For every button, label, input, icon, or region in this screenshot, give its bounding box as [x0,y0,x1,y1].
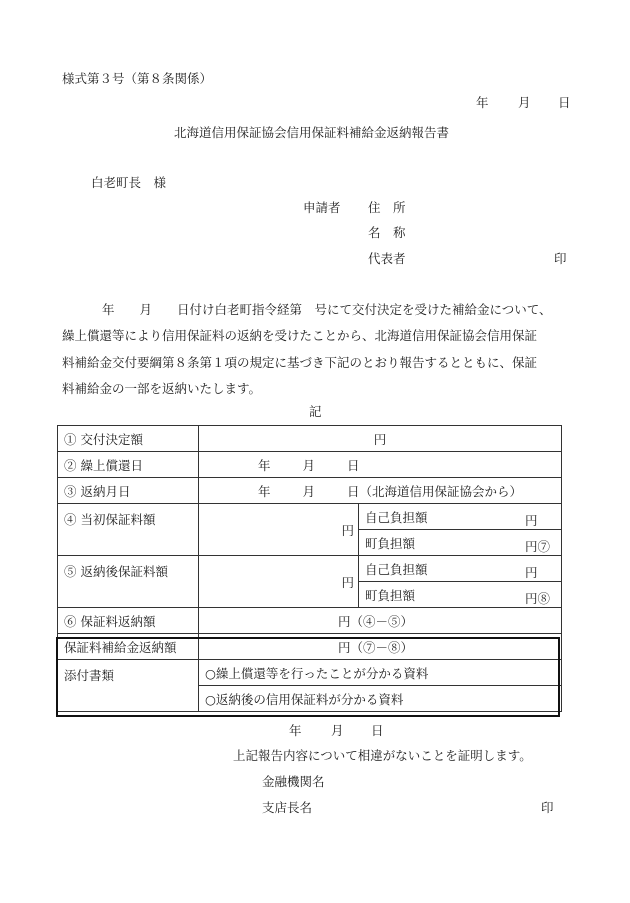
refund-date-field[interactable] [199,478,562,504]
month-unit: 月 [302,457,316,473]
applicant-name-label: 名 称 [368,225,406,240]
branch-manager-label: 支店長名 [262,800,313,815]
subsidy-refund-amount-field[interactable] [199,634,562,660]
yen-formula: 円（④－⑤） [338,613,414,629]
footer-date-day: 日 [371,723,384,738]
footer-date-month: 月 [331,723,344,738]
initial-town-burden-field[interactable] [359,530,562,556]
self-burden-label: 自己負担額 [365,561,428,577]
footer-date-year: 年 [289,723,302,738]
table-row [58,556,562,582]
certification-text: 上記報告内容について相違がないことを証明します。 [233,748,532,763]
addressee: 白老町長 様 [91,175,167,190]
row-label: ⑤ 返納後保証料額 [58,556,199,608]
row-label: ⑥ 保証料返納額 [58,608,199,634]
applicant-address-label: 住 所 [368,200,406,215]
yen-unit: 円 [373,431,387,447]
header-date-month: 月 [518,95,531,110]
applicant-label: 申請者 [303,200,341,215]
body-line-3: 料補給金交付要綱第８条第１項の規定に基づき下記のとおり報告するとともに、保証 [62,355,538,370]
ki-heading: 記 [309,404,322,419]
row-label: ② 繰上償還日 [58,452,199,478]
grant-amount-field[interactable] [199,426,562,452]
initial-fee-field[interactable] [199,504,359,556]
footer-seal: 印 [541,800,554,815]
table-row [58,660,562,686]
applicant-seal: 印 [554,251,567,266]
year-unit: 年 [258,457,271,473]
applicant-representative-label: 代表者 [368,251,406,266]
form-number: 様式第３号（第８条関係） [62,71,213,86]
row-label: 保証料補給金返納額 [58,634,199,660]
post-self-burden-field[interactable] [359,556,562,582]
row-label: ④ 当初保証料額 [58,504,199,556]
header-date-day: 日 [558,95,571,110]
row-label: ③ 返納月日 [58,478,199,504]
attachment-item: ○返納後の信用保証料が分かる資料 [199,686,562,712]
yen-unit-7: 円⑦ [525,539,551,554]
body-line-4: 料補給金の一部を返納いたします。 [62,381,262,396]
header-date-year: 年 [476,95,489,110]
institution-label: 金融機関名 [262,774,325,789]
month-unit: 月 [302,483,316,499]
refund-source-note: （北海道信用保証協会から） [359,483,523,499]
table-row [58,426,562,452]
yen-unit: 円 [341,522,354,538]
year-unit: 年 [258,483,271,499]
row-label: 添付書類 [58,660,199,712]
town-burden-label: 町負担額 [365,535,416,551]
yen-unit: 円 [341,574,354,590]
yen-formula: 円（⑦－⑧） [338,639,414,655]
table-row [58,504,562,530]
report-table [57,425,562,712]
table-row [58,452,562,478]
row-label: ① 交付決定額 [58,426,199,452]
table-row [58,478,562,504]
initial-self-burden-field[interactable] [359,504,562,530]
yen-unit-8: 円⑧ [525,591,551,606]
body-line-2: 繰上償還等により信用保証料の返納を受けたことから、北海道信用保証協会信用保証 [62,328,538,343]
table-row [58,608,562,634]
body-line-1: 年 月 日付け白老町指令経第 号にて交付決定を受けた補給金について、 [102,302,552,317]
day-unit: 日 [347,457,360,473]
yen-unit: 円 [525,513,538,528]
fee-refund-amount-field[interactable] [199,608,562,634]
post-refund-fee-field[interactable] [199,556,359,608]
document-title: 北海道信用保証協会信用保証料補給金返納報告書 [174,125,450,140]
day-unit: 日 [347,483,360,499]
early-repayment-date-field[interactable] [199,452,562,478]
yen-unit: 円 [525,565,538,580]
self-burden-label: 自己負担額 [365,509,428,525]
attachment-item: ○繰上償還等を行ったことが分かる資料 [199,660,562,686]
town-burden-label: 町負担額 [365,587,416,603]
table-row [58,634,562,660]
post-town-burden-field[interactable] [359,582,562,608]
